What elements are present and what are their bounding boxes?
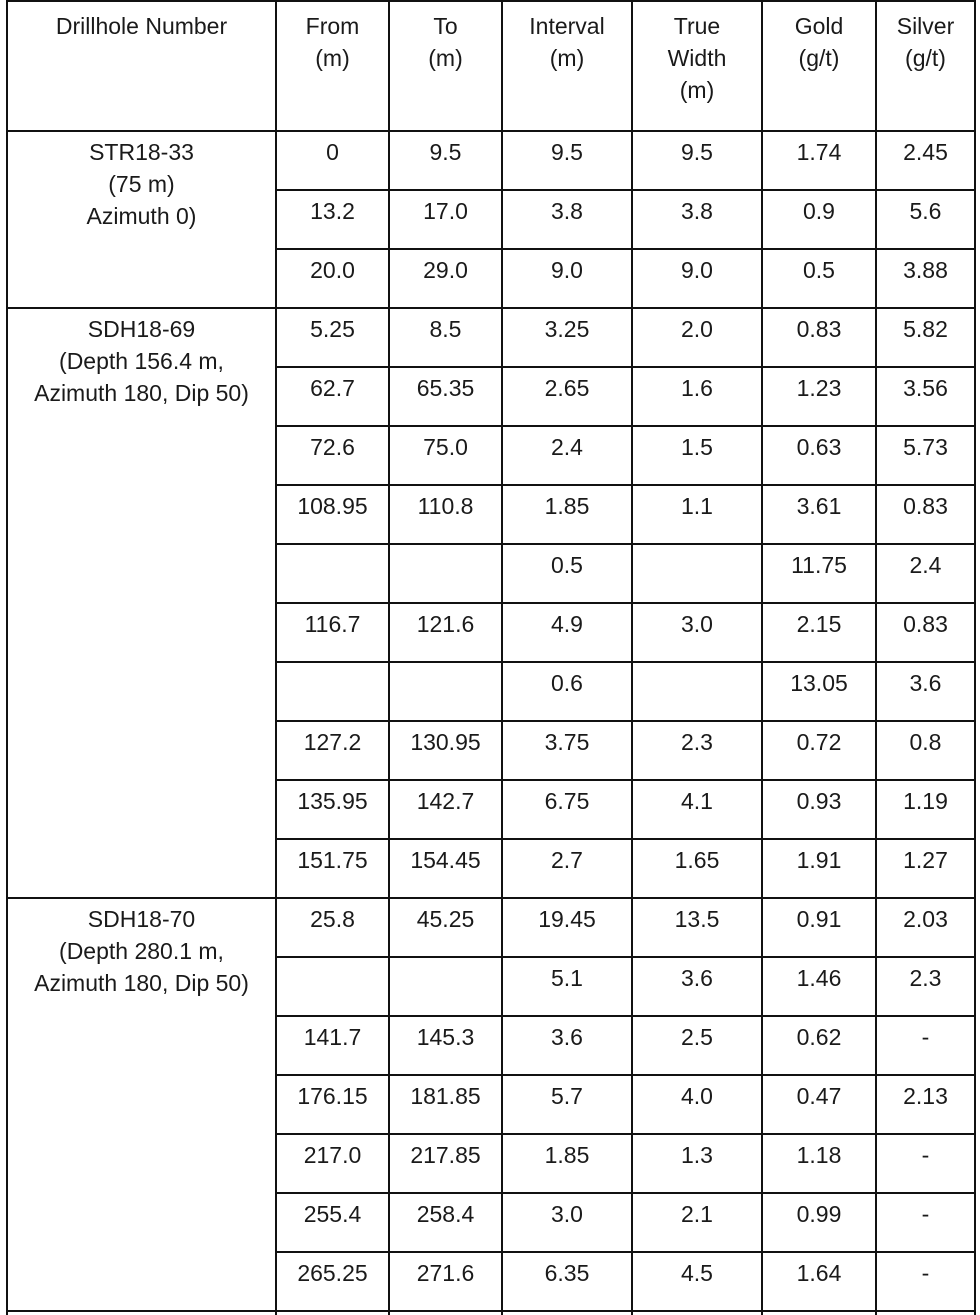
cell-true-width: 1.3 — [632, 1134, 762, 1193]
table-row — [7, 308, 975, 367]
drillhole-label: SDH18-70 — [87, 906, 196, 932]
cell-to: 9.5 — [389, 131, 502, 190]
cell-from: 72.6 — [276, 426, 389, 485]
header-true-width — [632, 1, 762, 131]
continuation-cell — [632, 1311, 762, 1315]
cell-interval: 4.9 — [502, 603, 632, 662]
cell-to: 75.0 — [389, 426, 502, 485]
cell-gold: 0.63 — [762, 426, 876, 485]
cell-silver: 5.6 — [876, 190, 975, 249]
cell-silver: - — [876, 1016, 975, 1075]
continuation-cell — [7, 1311, 276, 1315]
cell-interval: 5.1 — [502, 957, 632, 1016]
cell-from — [276, 957, 389, 1016]
cell-from: 116.7 — [276, 603, 389, 662]
cell-from: 141.7 — [276, 1016, 389, 1075]
cell-interval: 0.6 — [502, 662, 632, 721]
drillhole-cell — [7, 131, 276, 308]
cell-to: 154.45 — [389, 839, 502, 898]
cell-silver: 1.19 — [876, 780, 975, 839]
header-drillhole-number — [7, 1, 276, 131]
header-text: (g/t) — [798, 45, 840, 71]
continuation-cell — [389, 1311, 502, 1315]
cell-from: 255.4 — [276, 1193, 389, 1252]
cell-gold: 2.15 — [762, 603, 876, 662]
cell-from: 62.7 — [276, 367, 389, 426]
cell-interval: 3.8 — [502, 190, 632, 249]
cell-silver: 1.27 — [876, 839, 975, 898]
cell-true-width: 1.1 — [632, 485, 762, 544]
cell-to: 181.85 — [389, 1075, 502, 1134]
drill-results-table — [6, 0, 976, 1315]
cell-silver: 5.73 — [876, 426, 975, 485]
cell-from: 5.25 — [276, 308, 389, 367]
header-text: Width — [667, 45, 727, 71]
cell-interval: 2.7 — [502, 839, 632, 898]
cell-from: 127.2 — [276, 721, 389, 780]
table-header — [7, 1, 975, 131]
cell-to: 45.25 — [389, 898, 502, 957]
cell-true-width: 4.0 — [632, 1075, 762, 1134]
cell-to: 121.6 — [389, 603, 502, 662]
cell-to: 8.5 — [389, 308, 502, 367]
cell-from — [276, 662, 389, 721]
cell-true-width: 2.3 — [632, 721, 762, 780]
table-row — [7, 898, 975, 957]
cell-silver: 2.45 — [876, 131, 975, 190]
cell-true-width: 9.0 — [632, 249, 762, 308]
table-row — [7, 131, 975, 190]
cell-to — [389, 957, 502, 1016]
cell-to: 17.0 — [389, 190, 502, 249]
cell-true-width — [632, 662, 762, 721]
cell-silver: 2.4 — [876, 544, 975, 603]
cell-interval: 0.5 — [502, 544, 632, 603]
cell-true-width — [632, 544, 762, 603]
cell-gold: 0.83 — [762, 308, 876, 367]
cell-true-width: 3.0 — [632, 603, 762, 662]
header-text: (g/t) — [905, 45, 946, 71]
cell-to: 142.7 — [389, 780, 502, 839]
cell-true-width: 1.5 — [632, 426, 762, 485]
cell-to — [389, 662, 502, 721]
cell-to: 29.0 — [389, 249, 502, 308]
cell-from: 151.75 — [276, 839, 389, 898]
cell-silver: 2.03 — [876, 898, 975, 957]
cell-from: 176.15 — [276, 1075, 389, 1134]
drillhole-label: Azimuth 180, Dip 50) — [34, 970, 249, 996]
header-text: Interval — [529, 13, 605, 39]
cell-gold: 0.9 — [762, 190, 876, 249]
cell-true-width: 3.8 — [632, 190, 762, 249]
cell-silver: 0.83 — [876, 485, 975, 544]
header-silver — [876, 1, 975, 131]
continuation-cell — [502, 1311, 632, 1315]
drillhole-label: (Depth 156.4 m, — [59, 348, 224, 374]
cell-silver: 3.56 — [876, 367, 975, 426]
cell-interval: 3.0 — [502, 1193, 632, 1252]
cell-interval: 19.45 — [502, 898, 632, 957]
cell-from: 13.2 — [276, 190, 389, 249]
header-text: Silver — [896, 13, 955, 39]
cell-gold: 0.99 — [762, 1193, 876, 1252]
cell-interval: 2.65 — [502, 367, 632, 426]
cell-from: 265.25 — [276, 1252, 389, 1311]
cell-interval: 2.4 — [502, 426, 632, 485]
cell-true-width: 2.5 — [632, 1016, 762, 1075]
continuation-cell — [876, 1311, 975, 1315]
header-text: From — [305, 13, 360, 39]
cell-interval: 1.85 — [502, 1134, 632, 1193]
cell-gold: 0.62 — [762, 1016, 876, 1075]
cell-to: 130.95 — [389, 721, 502, 780]
cell-to: 217.85 — [389, 1134, 502, 1193]
cell-gold: 1.64 — [762, 1252, 876, 1311]
cell-silver: - — [876, 1134, 975, 1193]
cell-gold: 0.5 — [762, 249, 876, 308]
cell-interval: 6.75 — [502, 780, 632, 839]
cell-interval: 1.85 — [502, 485, 632, 544]
drillhole-label: SDH18-69 — [87, 316, 196, 342]
drillhole-label: (75 m) — [108, 171, 175, 197]
cell-interval: 9.5 — [502, 131, 632, 190]
cell-gold: 1.91 — [762, 839, 876, 898]
cell-gold: 0.47 — [762, 1075, 876, 1134]
header-text: True — [673, 13, 721, 39]
cell-gold: 1.74 — [762, 131, 876, 190]
cell-interval: 6.35 — [502, 1252, 632, 1311]
cell-gold: 11.75 — [762, 544, 876, 603]
cell-from: 0 — [276, 131, 389, 190]
table-body — [7, 131, 975, 1315]
table-continuation-row — [7, 1311, 975, 1315]
cell-silver: 3.6 — [876, 662, 975, 721]
drillhole-cell — [7, 308, 276, 898]
drillhole-label: Azimuth 0) — [86, 203, 197, 229]
cell-to: 271.6 — [389, 1252, 502, 1311]
cell-interval: 3.75 — [502, 721, 632, 780]
cell-to: 145.3 — [389, 1016, 502, 1075]
cell-interval: 5.7 — [502, 1075, 632, 1134]
header-text: Gold — [794, 13, 844, 39]
continuation-cell — [762, 1311, 876, 1315]
drillhole-label: (Depth 280.1 m, — [59, 938, 224, 964]
cell-silver: 2.13 — [876, 1075, 975, 1134]
cell-silver: 2.3 — [876, 957, 975, 1016]
cell-interval: 3.6 — [502, 1016, 632, 1075]
cell-gold: 0.91 — [762, 898, 876, 957]
cell-silver: - — [876, 1252, 975, 1311]
drillhole-label: STR18-33 — [89, 139, 194, 165]
cell-from: 135.95 — [276, 780, 389, 839]
cell-true-width: 1.6 — [632, 367, 762, 426]
cell-true-width: 2.1 — [632, 1193, 762, 1252]
cell-interval: 3.25 — [502, 308, 632, 367]
cell-from — [276, 544, 389, 603]
cell-silver: - — [876, 1193, 975, 1252]
drillhole-label: Azimuth 180, Dip 50) — [34, 380, 249, 406]
header-text: (m) — [679, 77, 715, 103]
header-text: Drillhole Number — [55, 13, 228, 39]
cell-true-width: 9.5 — [632, 131, 762, 190]
cell-to: 110.8 — [389, 485, 502, 544]
cell-to: 65.35 — [389, 367, 502, 426]
drillhole-cell — [7, 898, 276, 1311]
cell-from: 20.0 — [276, 249, 389, 308]
cell-to — [389, 544, 502, 603]
cell-true-width: 3.6 — [632, 957, 762, 1016]
cell-gold: 3.61 — [762, 485, 876, 544]
cell-silver: 0.8 — [876, 721, 975, 780]
cell-silver: 3.88 — [876, 249, 975, 308]
header-interval — [502, 1, 632, 131]
header-row — [7, 1, 975, 131]
header-text: (m) — [315, 45, 350, 71]
cell-from: 108.95 — [276, 485, 389, 544]
cell-gold: 1.46 — [762, 957, 876, 1016]
cell-true-width: 13.5 — [632, 898, 762, 957]
continuation-cell — [276, 1311, 389, 1315]
cell-true-width: 4.1 — [632, 780, 762, 839]
cell-to: 258.4 — [389, 1193, 502, 1252]
cell-silver: 5.82 — [876, 308, 975, 367]
cell-true-width: 2.0 — [632, 308, 762, 367]
cell-gold: 1.23 — [762, 367, 876, 426]
cell-gold: 13.05 — [762, 662, 876, 721]
cell-interval: 9.0 — [502, 249, 632, 308]
header-text: (m) — [549, 45, 585, 71]
cell-gold: 0.72 — [762, 721, 876, 780]
cell-gold: 0.93 — [762, 780, 876, 839]
cell-silver: 0.83 — [876, 603, 975, 662]
cell-true-width: 4.5 — [632, 1252, 762, 1311]
cell-true-width: 1.65 — [632, 839, 762, 898]
header-to — [389, 1, 502, 131]
header-text: To — [433, 13, 458, 39]
header-gold — [762, 1, 876, 131]
header-text: (m) — [428, 45, 463, 71]
header-from — [276, 1, 389, 131]
cell-from: 25.8 — [276, 898, 389, 957]
cell-from: 217.0 — [276, 1134, 389, 1193]
cell-gold: 1.18 — [762, 1134, 876, 1193]
